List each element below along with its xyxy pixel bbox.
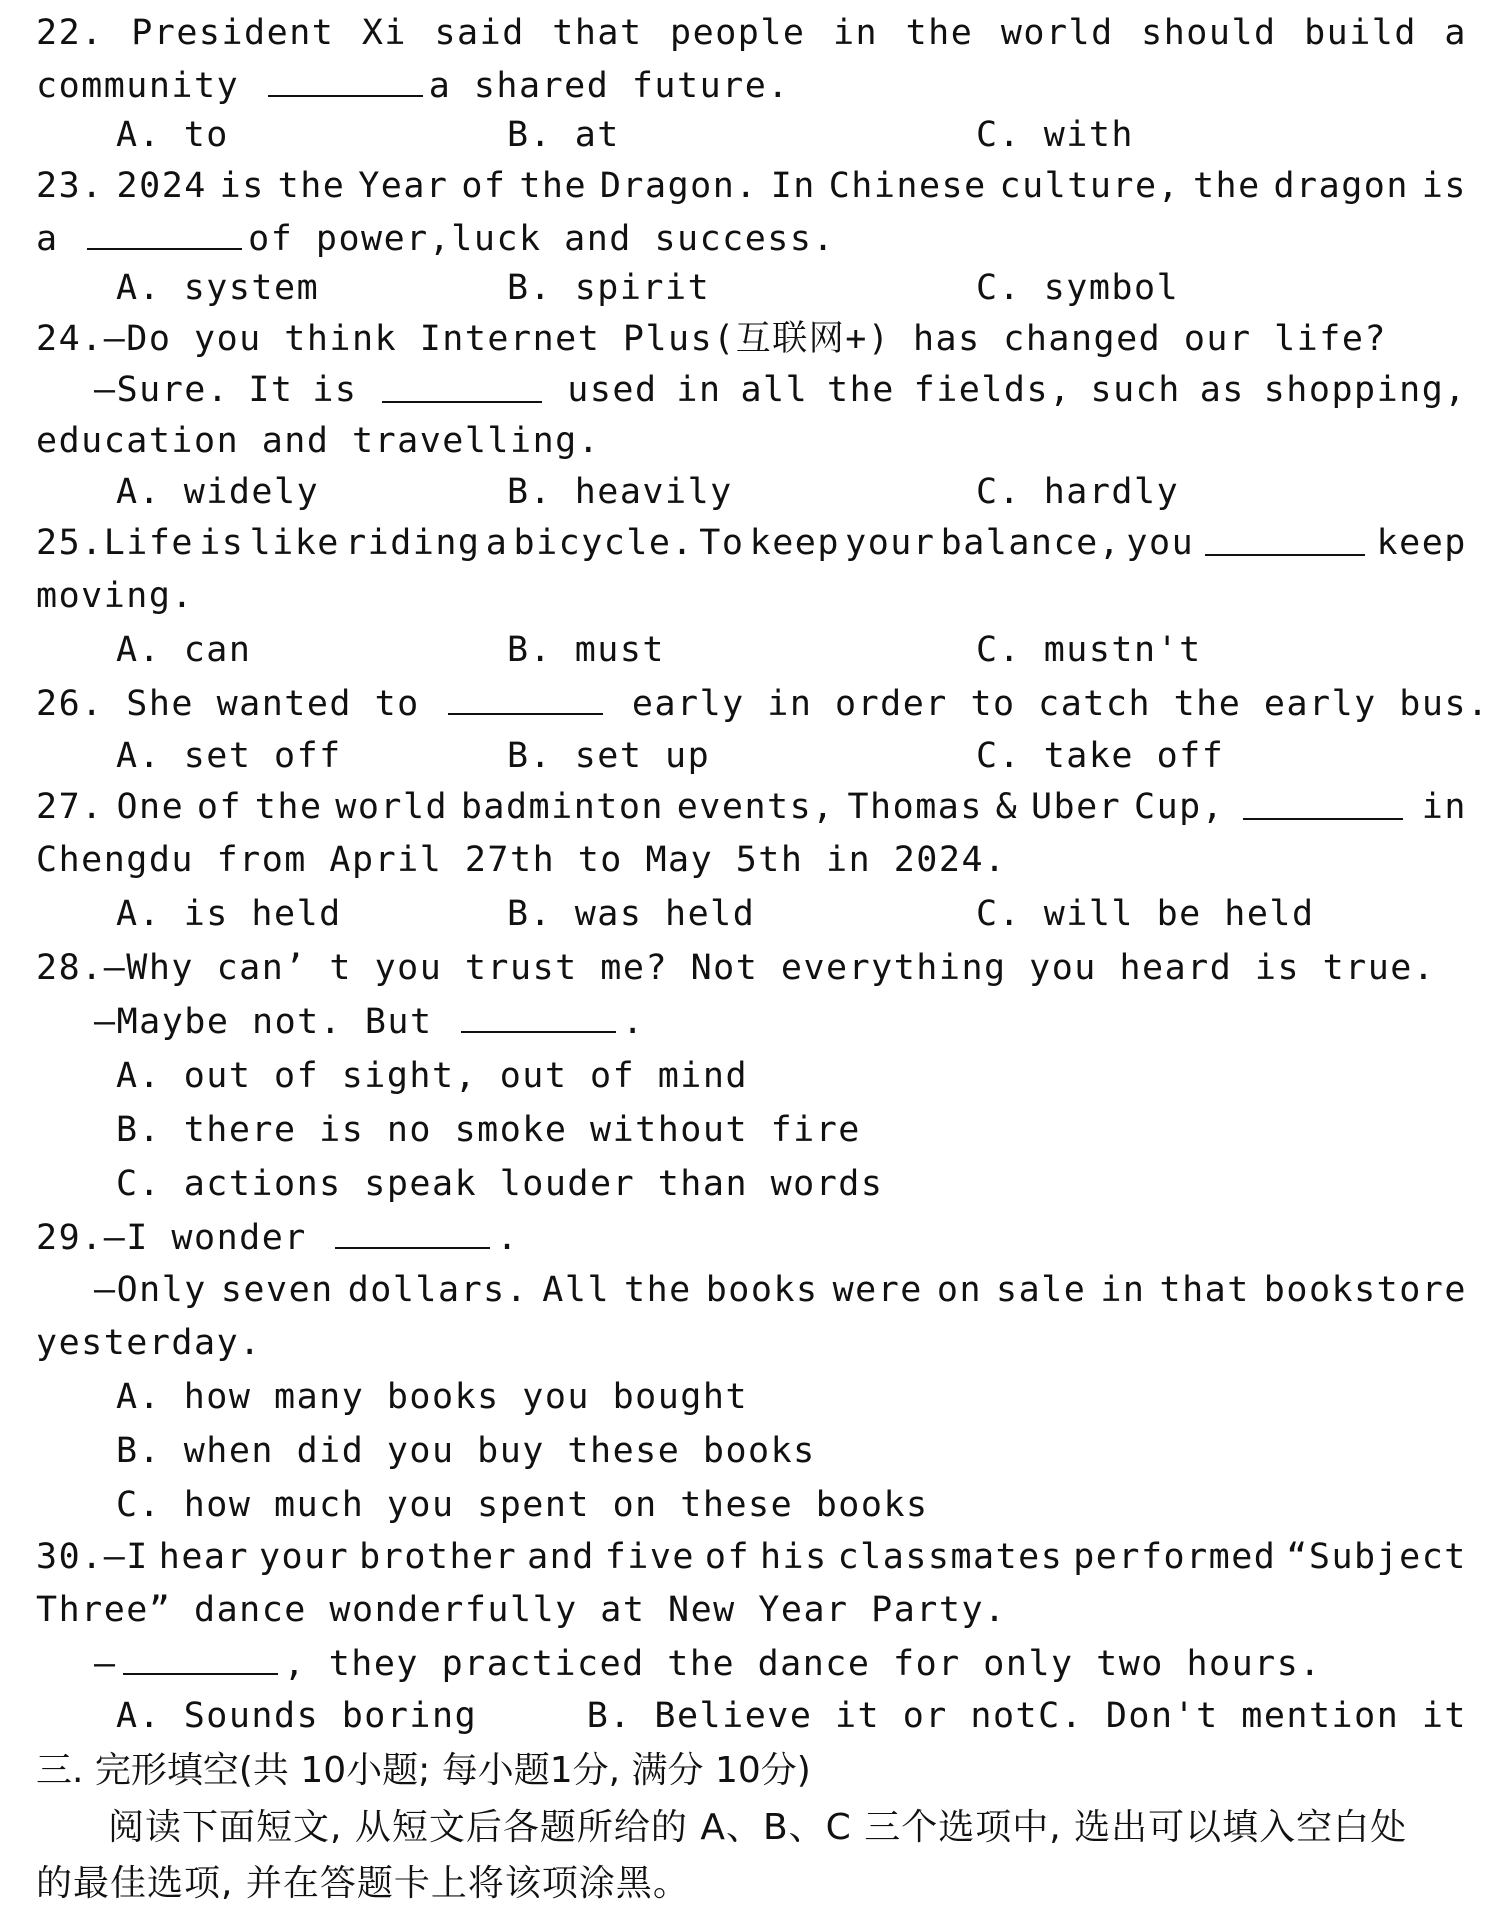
q29-line3: yesterday.: [36, 1323, 262, 1363]
q29-line2-word: in: [1100, 1270, 1146, 1310]
q25-line1-word: riding: [345, 523, 481, 563]
q26-text-before: 26. She wanted to: [36, 684, 443, 724]
q25-line1-word: balance,: [940, 523, 1122, 563]
q30-line1-word: classmates: [837, 1537, 1064, 1577]
q29-line2: [36, 1265, 1467, 1316]
q22-line1-word: world: [1000, 13, 1114, 53]
q23-line1: [36, 161, 1467, 212]
section-heading: 三. 完形填空(共 10小题; 每小题1分, 满分 10分): [36, 1750, 811, 1791]
q24-line1: [36, 314, 1467, 365]
q24-option-a: A. widely: [116, 472, 320, 512]
q28-option-b: B. there is no smoke without fire: [116, 1110, 861, 1150]
q22-line1-word: Xi: [361, 13, 407, 53]
q23-line1-word: culture,: [999, 166, 1181, 206]
q26-option-c: C. take off: [976, 736, 1225, 776]
q24-line2-word: in: [676, 370, 722, 410]
q25-line1-word: keep: [1376, 523, 1467, 563]
q25-answer-blank: [1205, 518, 1365, 556]
q29-option-b: B. when did you buy these books: [116, 1431, 816, 1471]
q24-line2-word: fields,: [913, 370, 1072, 410]
q23-line1-word: the: [277, 166, 346, 206]
q23-line1-word: the: [1192, 166, 1261, 206]
q30-line1-word: hear: [158, 1537, 250, 1577]
q26-options: [36, 731, 1467, 782]
q25-line1-word: a: [485, 523, 509, 563]
q23-option-c: C. symbol: [976, 268, 1180, 308]
q24-answer-blank: [382, 365, 542, 403]
q25-line2: moving.: [36, 576, 195, 616]
q23-line1-word: of: [461, 166, 507, 206]
q29-line2-word: sale: [996, 1270, 1087, 1310]
q22-option-a: A. to: [116, 115, 229, 155]
q27-line1-word: badminton: [460, 787, 664, 827]
q26-line1: [36, 677, 1490, 731]
q30-options: [36, 1691, 1467, 1742]
q30-line1-word: “Subject: [1286, 1537, 1467, 1577]
q30-line1-word: and: [527, 1537, 595, 1577]
q25-line1-word: is: [199, 523, 245, 563]
q24-line2-word: all: [740, 370, 809, 410]
q29-answer-blank: [335, 1211, 490, 1249]
q29-line2-word: seven: [220, 1270, 334, 1310]
q24-line2-word: as: [1199, 370, 1245, 410]
q22-options: [36, 110, 1467, 161]
q30-answer-blank: [123, 1637, 278, 1675]
q23-line1-word: Dragon.: [599, 166, 758, 206]
q24-line2-word: —Sure.: [94, 370, 230, 410]
q23-line1-word: is: [219, 166, 265, 206]
q24-line2-word: is: [312, 370, 358, 410]
section-instruction: 阅读下面短文, 从短文后各题所给的 A、B、C 三个选项中, 选出可以填入空白处的最佳选项, 并在答题卡上将该项涂黑。: [36, 1807, 1408, 1904]
q25-options: [36, 623, 1467, 677]
q22-line1-word: the: [905, 13, 974, 53]
q23-line1-word: Chinese: [828, 166, 987, 206]
q22-line1-word: a: [1444, 13, 1467, 53]
q28-option-c: C. actions speak louder than words: [116, 1164, 884, 1204]
q29-line2-word: All: [542, 1270, 611, 1310]
q27-line1-word: Thomas: [847, 787, 983, 827]
q25-line1-word: To: [699, 523, 745, 563]
q24-option-c: C. hardly: [976, 472, 1180, 512]
q24-line2-word: the: [827, 370, 895, 410]
q30-line2: Three” dance wonderfully at New Year Party.: [36, 1590, 1007, 1630]
q27-line1: [36, 782, 1467, 833]
q24-options: [36, 467, 1467, 518]
q27-line1-word: events,: [676, 787, 835, 827]
q25-line1-word: you: [1126, 523, 1195, 563]
q23-text-after: of power,luck and success.: [248, 219, 836, 259]
q22-line1-word: build: [1304, 13, 1417, 53]
q29-line2-word: dollars.: [347, 1270, 529, 1310]
q25-option-b: B. must: [507, 630, 666, 670]
q27-line1-word: world: [335, 787, 449, 827]
q27-line1-word: in: [1421, 787, 1467, 827]
q27-line1-word: the: [254, 787, 323, 827]
q25-line1: [36, 518, 1467, 569]
q30-line1-word: your: [258, 1537, 350, 1577]
q24-line2-word: shopping,: [1263, 370, 1467, 410]
q26-answer-blank: [448, 677, 603, 715]
q22-option-b: B. at: [507, 115, 620, 155]
q23-line1-word: is: [1421, 166, 1467, 206]
q24-line2-word: such: [1090, 370, 1181, 410]
q24-line2: [36, 365, 1467, 416]
q29-line2-word: the: [624, 1270, 692, 1310]
q27-line1-word: &: [995, 787, 1019, 827]
q25-line1-word: keep: [749, 523, 840, 563]
q23-line2: [36, 212, 1467, 263]
q22-line1-word: that: [552, 13, 643, 53]
q28-line1: 28.—Why can’ t you trust me? Not everything you heard is true.: [36, 948, 1436, 988]
q24-line2-word: It: [248, 370, 294, 410]
q22-line2: [36, 59, 1467, 110]
q24-text-cjk: 互联网: [735, 319, 846, 359]
q23-line1-word: Year: [358, 166, 449, 206]
q26-option-b: B. set up: [507, 736, 711, 776]
q25-line1-word: bicycle.: [513, 523, 695, 563]
q29-text-after: .: [496, 1218, 520, 1258]
q29-line2-word: were: [832, 1270, 923, 1310]
q28-option-a: A. out of sight, out of mind: [116, 1056, 749, 1096]
q22-line1-word: said: [434, 13, 525, 53]
q30-line1: [36, 1532, 1467, 1583]
q24-line2-word: used: [567, 370, 658, 410]
q29-line2-word: —Only: [94, 1270, 207, 1310]
q23-option-b: B. spirit: [507, 268, 711, 308]
q23-line1-word: In: [770, 166, 816, 206]
q30-line1-word: 30.—I: [36, 1537, 149, 1577]
q23-line1-word: the: [519, 166, 588, 206]
q27-line1-word: 27.: [36, 787, 104, 827]
q27-option-b: B. was held: [507, 894, 756, 934]
q22-line1-word: should: [1141, 13, 1277, 53]
q25-option-a: A. can: [116, 630, 252, 670]
q30-line1-word: his: [759, 1537, 828, 1577]
q30-line1-word: of: [704, 1537, 751, 1577]
q27-line1-word: Uber: [1030, 787, 1122, 827]
q27-line1-word: of: [196, 787, 243, 827]
q23-line1-word: 23.: [36, 166, 104, 206]
q22-line1-word: 22.: [36, 13, 104, 53]
q28-text-before: —Maybe not. But: [94, 1002, 456, 1042]
q30-line1-word: five: [604, 1537, 696, 1577]
q29-option-c: C. how much you spent on these books: [116, 1485, 929, 1525]
q23-line1-word: dragon: [1273, 166, 1409, 206]
q23-text-before: a: [36, 219, 82, 259]
q25-line1-word: 25.Life: [36, 523, 195, 563]
q29-line2-word: that: [1159, 1270, 1250, 1310]
q22-text-before: community: [36, 66, 262, 106]
q29-line2-word: books: [705, 1270, 819, 1310]
q27-line2: Chengdu from April 27th to May 5th in 2024.: [36, 840, 1007, 880]
q23-option-a: A. system: [116, 268, 320, 308]
q22-line1: [36, 8, 1467, 59]
q27-option-a: A. is held: [116, 894, 342, 934]
q30-line3: [36, 1637, 1467, 1691]
q30-option-b: B. Believe it or not: [586, 1696, 1039, 1736]
q23-answer-blank: [87, 212, 242, 250]
q22-line1-word: President: [131, 13, 335, 53]
q28-answer-blank: [461, 995, 616, 1033]
q22-line1-word: people: [670, 13, 806, 53]
q30-option-c: C. Don't mention it: [1038, 1696, 1467, 1736]
q29-option-a: A. how many books you bought: [116, 1377, 749, 1417]
q30-text-after: , they practiced the dance for only two hours.: [283, 1644, 1322, 1684]
q30-line1-word: brother: [359, 1537, 518, 1577]
q28-line2: [36, 995, 1467, 1049]
q26-option-a: A. set off: [116, 736, 342, 776]
q27-option-c: C. will be held: [976, 894, 1315, 934]
q25-line1-word: like: [249, 523, 340, 563]
q22-answer-blank: [268, 59, 423, 97]
q22-option-c: C. with: [976, 115, 1135, 155]
q29-line2-word: bookstore: [1263, 1270, 1467, 1310]
q29-line1: [36, 1211, 1467, 1265]
q24-text-before: 24.—Do you think Internet Plus(: [36, 319, 736, 359]
q27-line1-word: Cup,: [1134, 787, 1225, 827]
q28-text-after: .: [622, 1002, 645, 1042]
q29-line2-word: on: [936, 1270, 983, 1310]
q22-text-after: a shared future.: [428, 66, 790, 106]
q25-option-c: C. mustn't: [976, 630, 1202, 670]
q24-line3: education and travelling.: [36, 421, 601, 461]
q23-options: [36, 263, 1467, 314]
q22-line1-word: in: [832, 13, 879, 53]
q27-options: [36, 887, 1467, 941]
q25-line1-word: your: [845, 523, 936, 563]
q26-text-after: early in order to catch the early bus.: [609, 684, 1490, 724]
q30-text-before: —: [94, 1644, 117, 1684]
q27-line1-word: One: [116, 787, 185, 827]
q30-line1-word: performed: [1073, 1537, 1277, 1577]
q24-text-after: +) has changed our life?: [845, 319, 1387, 359]
q27-answer-blank: [1243, 782, 1403, 820]
q30-option-a: A. Sounds boring: [116, 1696, 478, 1736]
q29-text-before: 29.—I wonder: [36, 1218, 330, 1258]
q24-option-b: B. heavily: [507, 472, 733, 512]
q23-line1-word: 2024: [116, 166, 207, 206]
